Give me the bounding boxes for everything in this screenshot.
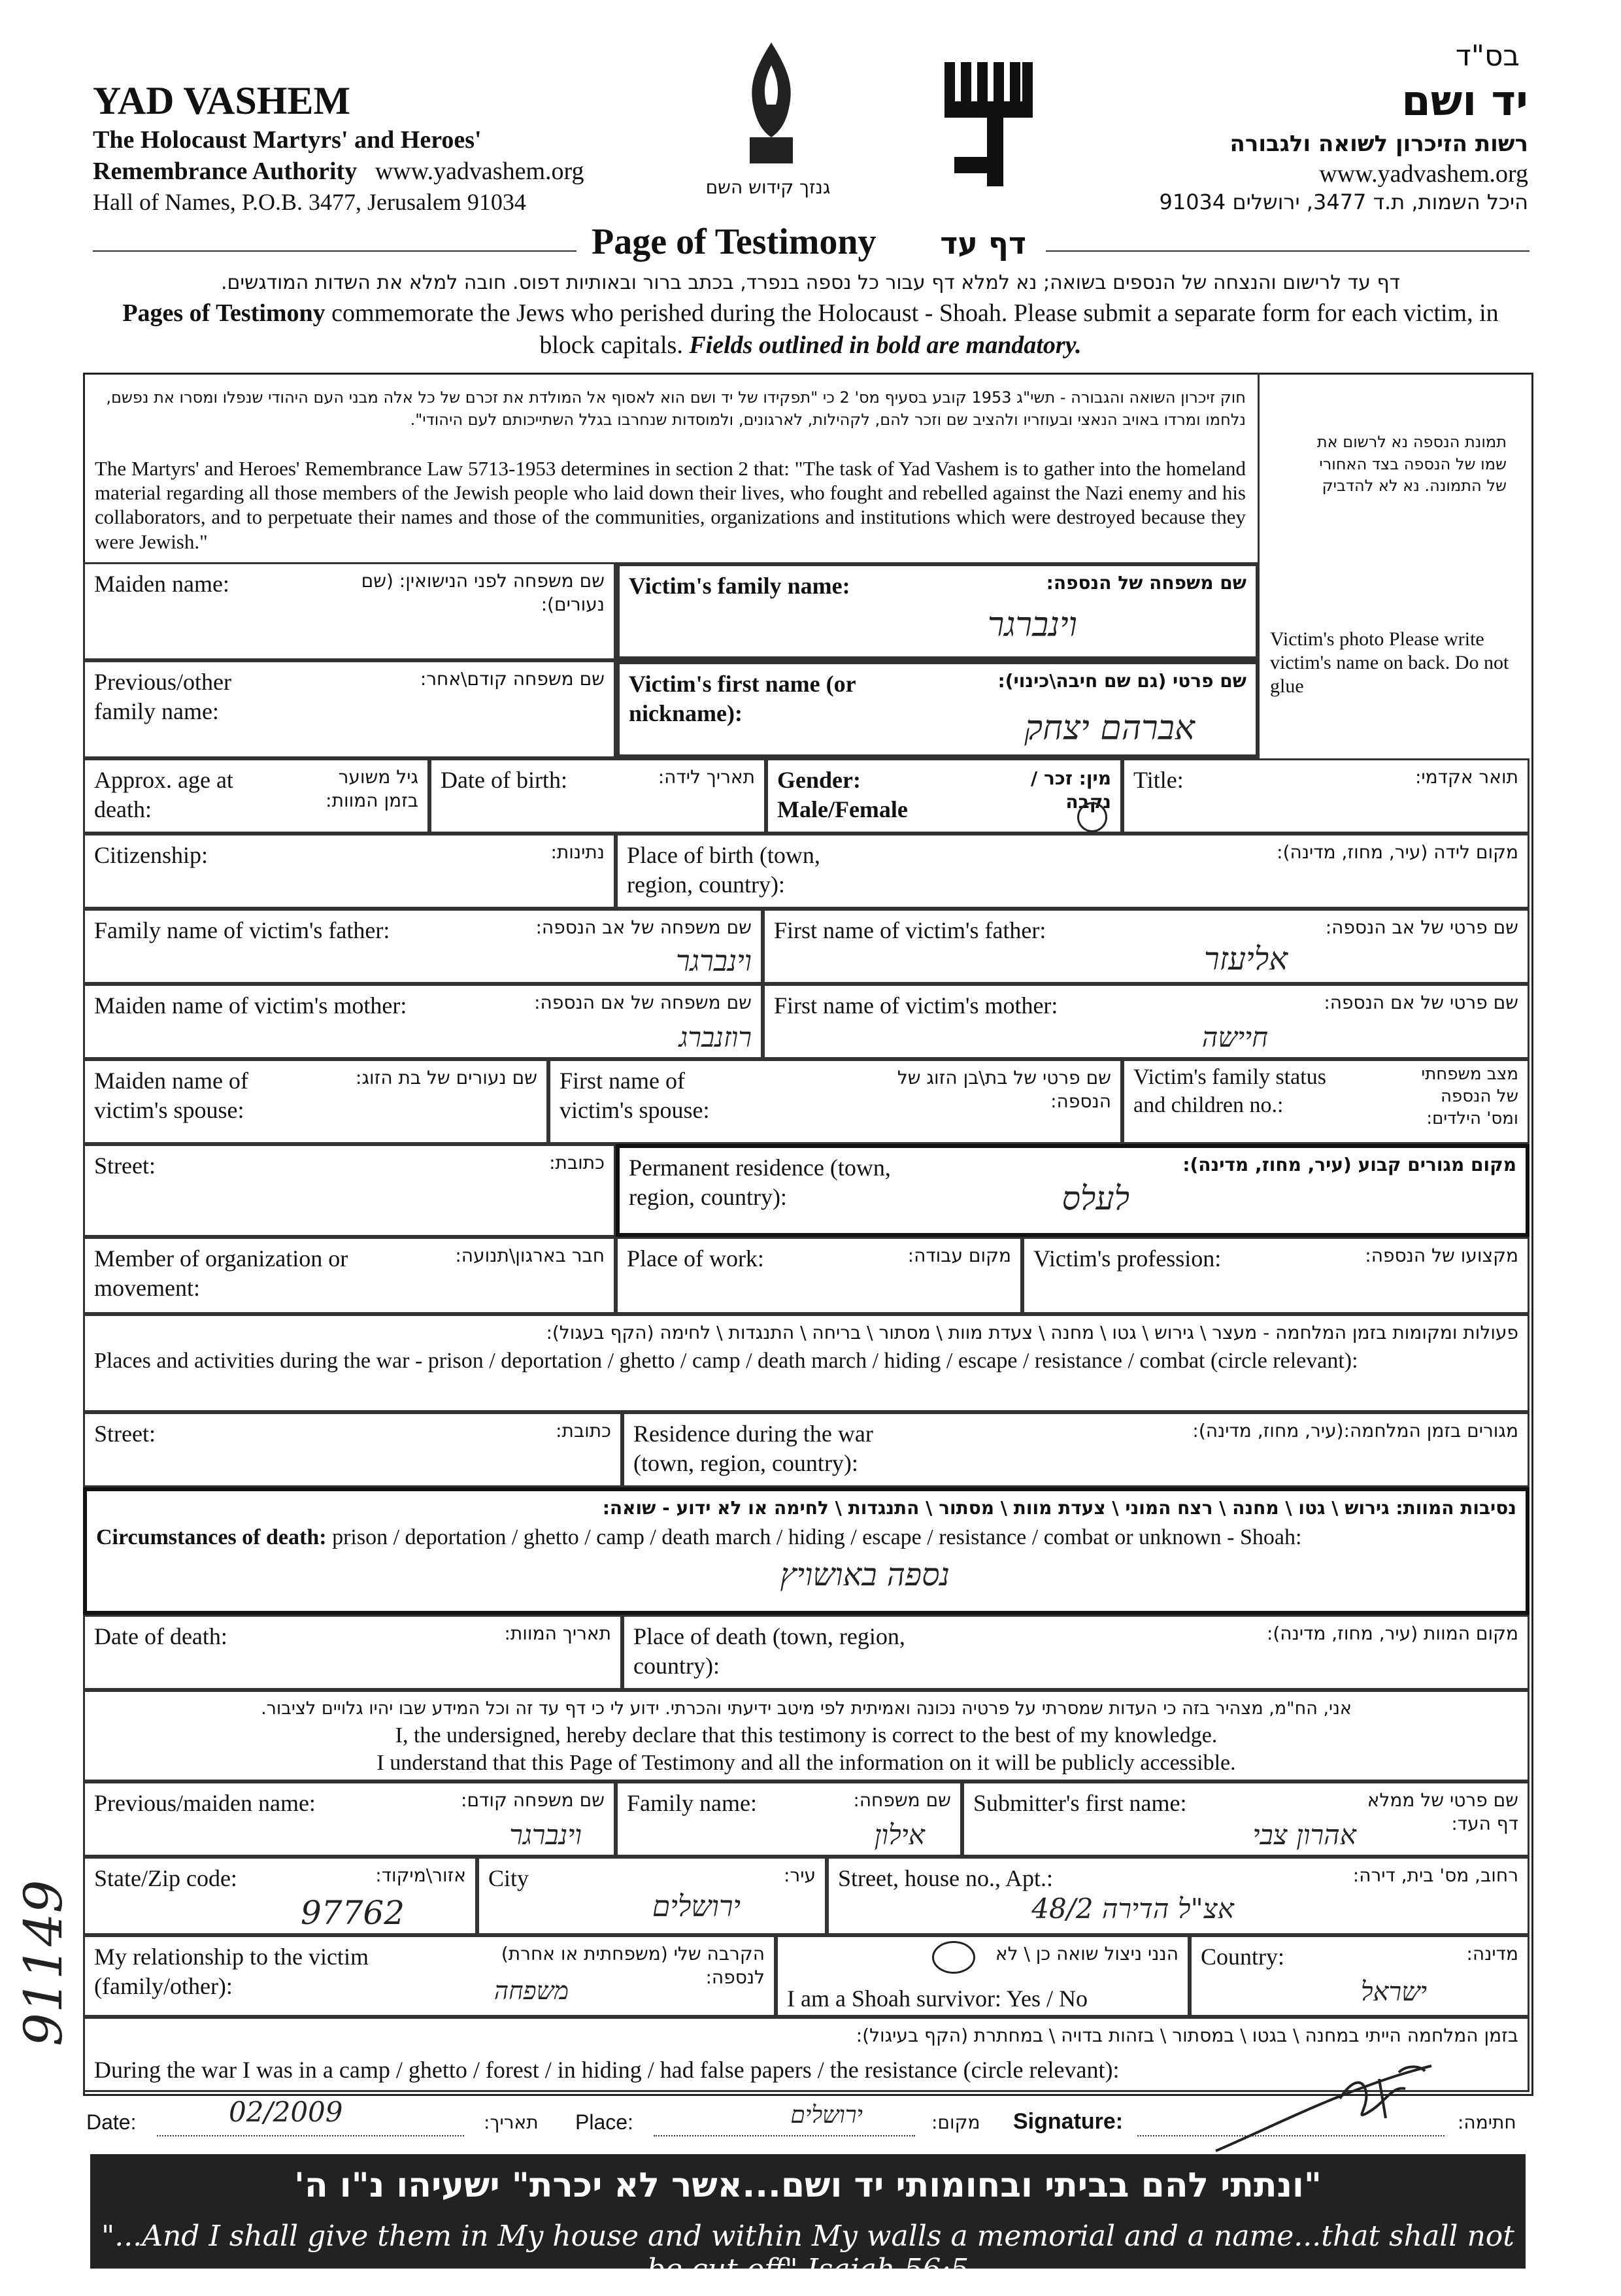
sub-first-value: אהרון צבי	[1252, 1819, 1356, 1851]
family-label-he: שם משפחה של הנספה:	[1046, 572, 1246, 594]
family-value: וינברגר	[987, 605, 1077, 645]
dob-field[interactable]	[429, 758, 766, 834]
perm-value: לעלס	[1061, 1179, 1129, 1217]
law-he: חוק זיכרון השואה והגבורה - תשי"ג 1953 קובע בסעיף מס' 2 כי "תפקידו של יד ושם הוא לאסוף אל המולדת את זכרם של כל אלה מבני העם היהודי שנפלו ומסרו את נפשם, נלחמו ומרדו באויב הנאצי ובעוזריו ולהציב שם וזכר להם, לקהילות, לארגונים, ולמוסדות שנחרבו בגלל השתייכותם לעם היהודי".	[106, 388, 1246, 429]
flame-logo	[735, 39, 807, 170]
war-street-field[interactable]	[83, 1412, 622, 1487]
pob-label: Place of birth (town, region, country):	[627, 842, 820, 898]
declaration-en-2: I understand that this Page of Testimony and all the information on it will be publicly accessible.	[376, 1751, 1236, 1775]
photo-note-en: Victim's photo Please write victim's name on back. Do not glue	[1270, 628, 1509, 697]
war-res-label: Residence during the war (town, region, country):	[633, 1421, 873, 1476]
mother-maiden-label: Maiden name of victim's mother:	[94, 992, 407, 1019]
father-family-field[interactable]	[83, 909, 763, 984]
margin-number: 91149	[13, 1880, 74, 2046]
date-label-he: תאריך:	[484, 2112, 539, 2133]
mother-maiden-label-he: שם משפחה של אם הנספה:	[534, 992, 752, 1013]
spouse-first-label-he: שם פרטי של בת\בן הזוג של הנספה:	[897, 1067, 1111, 1113]
street-address-label: Street, house no., Apt.:	[838, 1865, 1053, 1891]
sub-first-label-he: שם פרטי של ממלא דף העד:	[1367, 1789, 1518, 1835]
date-label: Date:	[86, 2110, 137, 2134]
sub-prev-label: Previous/maiden name:	[94, 1790, 316, 1816]
circumstances-field[interactable]	[83, 1487, 1529, 1615]
place-label: Place:	[575, 2110, 633, 2134]
member-label: Member of organization or movement:	[94, 1245, 348, 1301]
maiden-label-he: שם משפחה לפני הנישואין: (שם נעורים):	[361, 570, 605, 616]
place-of-death-field[interactable]	[622, 1615, 1529, 1690]
banner-he: "ונתתי להם בביתי ובחומותי יד ושם...אשר לא יכרת" ישעיהו נ"ו ה'	[294, 2166, 1322, 2205]
first-value: אברהם יצחק	[1024, 709, 1195, 748]
submitter-family-name-field[interactable]	[616, 1781, 962, 1857]
rel-label: My relationship to the victim (family/other):	[94, 1944, 369, 1999]
place-of-work-field[interactable]	[616, 1237, 1022, 1314]
street2-label: Street:	[94, 1421, 156, 1447]
intro-en-bold: Pages of Testimony	[122, 299, 326, 327]
signature-scribble	[1209, 2059, 1484, 2157]
street-label-he: כתובת:	[549, 1152, 605, 1173]
rel-value: משפחה	[493, 1976, 569, 2005]
maiden-name-field[interactable]	[83, 562, 616, 660]
age-label: Approx. age at death:	[94, 767, 233, 822]
first-label-he: שם פרטי (גם שם חיבה\כינוי):	[997, 670, 1246, 692]
dod-label-he: תאריך המוות:	[504, 1623, 611, 1644]
declaration-he: אני, הח"מ, מצהיר בזה כי העדות שמסרתי על פרטיה נכונה ואמיתית לפי מיטב ידיעתי והכרתי. ידוע לי כי דף עד זה וכל המידע שבו יהיו גלויים לציבור.	[261, 1698, 1352, 1719]
status-label: Victim's family status and children no.:	[1133, 1065, 1326, 1117]
pod-label-he: מקום המוות (עיר, מחוז, מדינה):	[1266, 1623, 1518, 1644]
spouse-maiden-label-he: שם נעורים של בת הזוג:	[356, 1067, 537, 1089]
previous-family-name-field[interactable]	[83, 660, 616, 758]
profession-field[interactable]	[1022, 1237, 1529, 1314]
country-label-he: מדינה:	[1466, 1943, 1518, 1965]
spouse-maiden-field[interactable]	[83, 1059, 548, 1144]
title-label-he: תואר אקדמי:	[1414, 766, 1518, 788]
gender-circle-mark	[1077, 802, 1107, 832]
prev-label: Previous/other family name:	[94, 669, 231, 724]
permanent-residence-field[interactable]	[616, 1144, 1529, 1237]
spouse-first-field[interactable]	[548, 1059, 1122, 1144]
zip-label-he: אזור\מיקוד:	[375, 1865, 466, 1886]
org-name-he: יד ושם	[1401, 77, 1528, 126]
prev-label-he: שם משפחה קודם\אחר:	[420, 668, 605, 690]
survivor-label: I am a Shoah survivor: Yes / No	[787, 1985, 1088, 2012]
address-en: Hall of Names, P.O.B. 3477, Jerusalem 91034	[93, 189, 526, 215]
date-value: 02/2009	[229, 2096, 343, 2128]
father-first-label-he: שם פרטי של אב הנספה:	[1325, 917, 1518, 938]
father-fam-value: וינברגר	[675, 945, 752, 978]
survivor-field[interactable]	[776, 1935, 1190, 2017]
intro-en	[93, 297, 1528, 362]
place-value: ירושלים	[790, 2102, 863, 2129]
war-res-label-he: מגורים בזמן המלחמה:(עיר, מחוז, מדינה):	[1192, 1420, 1518, 1442]
age-label-he: גיל משוער בזמן המוות:	[326, 766, 418, 812]
logo-caption: גנזך קידוש השם	[705, 177, 831, 198]
mother-first-label: First name of victim's mother:	[774, 992, 1058, 1019]
war-status-label: During the war I was in a camp / ghetto / forest / in hiding / had false papers / the resistance (circle relevant):	[94, 2057, 1120, 2083]
sub-first-label: Submitter's first name:	[973, 1790, 1187, 1816]
declaration-box	[83, 1690, 1529, 1781]
circ-label-bold: Circumstances of death:	[96, 1525, 327, 1549]
title-label: Title:	[1133, 767, 1184, 793]
status-label-he: מצב משפחתי של הנספה ומס' הילדים:	[1421, 1064, 1518, 1128]
signature-label: Signature:	[1013, 2109, 1124, 2134]
spouse-maiden-label: Maiden name of victim's spouse:	[94, 1068, 248, 1123]
submitter-prev-name-field[interactable]	[83, 1781, 616, 1857]
mother-first-value: חיישה	[1201, 1021, 1268, 1053]
dob-label: Date of birth:	[441, 767, 567, 793]
father-first-field[interactable]	[763, 909, 1529, 984]
country-value: ישראל	[1360, 1977, 1427, 2007]
citizenship-field[interactable]	[83, 834, 616, 909]
circ-label-he: נסיבות המוות: גירוש \ גטו \ מחנה \ רצח המוני \ צעדת מוות \ מסתור \ התנגדות \ לחימה או לא ידוע - שואה:	[602, 1497, 1516, 1519]
sub-family-label-he: שם משפחה:	[853, 1789, 951, 1811]
war-places-field[interactable]	[83, 1314, 1529, 1412]
flame-logo-icon	[735, 39, 807, 170]
sub-family-value: אילון	[874, 1819, 925, 1851]
dod-label: Date of death:	[94, 1623, 227, 1649]
menorah-logo-icon	[941, 59, 1036, 196]
website-en: www.yadvashem.org	[375, 158, 584, 185]
gender-label-he: מין: זכר / נקבה	[1031, 768, 1111, 813]
declaration-en-1: I, the undersigned, hereby declare that this testimony is correct to the best of my knowledge.	[395, 1723, 1218, 1747]
sub-prev-value: וינברגר	[509, 1819, 582, 1851]
zip-field[interactable]	[83, 1857, 477, 1935]
citizen-label-he: נתינות:	[550, 841, 605, 863]
city-label-he: עיר:	[783, 1865, 816, 1886]
page-title-he: דף עד	[940, 226, 1026, 261]
war-residence-field[interactable]	[622, 1412, 1529, 1487]
victim-family-name-field[interactable]	[616, 562, 1260, 660]
father-fam-label-he: שם משפחה של אב הנספה:	[535, 917, 752, 938]
street2-label-he: כתובת:	[556, 1420, 611, 1442]
perm-label: Permanent residence (town, region, country):	[629, 1155, 891, 1210]
circ-label-rest: prison / deportation / ghetto / camp / death march / hiding / escape / resistance / combat or unknown - Shoah:	[332, 1525, 1302, 1549]
father-fam-label: Family name of victim's father:	[94, 917, 390, 943]
mother-maiden-value: רוזנברג	[678, 1021, 752, 1053]
intro-en-rest: commemorate the Jews who perished during the Holocaust - Shoah. Please submit a separate form for each victim, in block capitals.	[331, 299, 1499, 360]
zip-label: State/Zip code:	[94, 1865, 237, 1891]
submitter-first-name-field[interactable]	[962, 1781, 1529, 1857]
org-name-en: YAD VASHEM	[93, 79, 351, 122]
age-field[interactable]	[83, 758, 429, 834]
member-label-he: חבר בארגון\תנועה:	[455, 1245, 605, 1266]
quote-banner	[90, 2154, 1526, 2286]
mother-maiden-field[interactable]	[83, 984, 763, 1059]
rel-label-he: הקרבה שלי (משפחתית או אחרת) לנספה:	[501, 1943, 765, 1989]
street-address-field[interactable]	[827, 1857, 1529, 1935]
signature-label-he: חתימה:	[1458, 2112, 1516, 2133]
survivor-circle-mark	[932, 1941, 975, 1974]
page-title: Page of Testimony	[592, 222, 877, 262]
maiden-label: Maiden name:	[94, 571, 229, 597]
sub-family-label: Family name:	[627, 1790, 757, 1816]
place-of-birth-field[interactable]	[616, 834, 1529, 909]
father-first-value: אליעזר	[1204, 941, 1288, 977]
menorah-logo	[941, 59, 1036, 196]
gender-label: Gender: Male/Female	[777, 767, 908, 822]
title-field[interactable]	[1122, 758, 1529, 834]
law-en: The Martyrs' and Heroes' Remembrance Law 5713-1953 determines in section 2 that: "The task of Yad Vashem is to gather into the homeland material regarding all those members of the Jewish people who laid down their lives, who fought and rebelled against the Nazi enemy and his collaborators, and to perpetuate their names and those of the communities, organizations and institutions which were destroyed because they were Jewish."	[95, 457, 1246, 553]
pob-label-he: מקום לידה (עיר, מחוז, מדינה):	[1277, 841, 1518, 863]
street-address-label-he: רחוב, מס' בית, דירה:	[1352, 1865, 1518, 1886]
street-label: Street:	[94, 1153, 156, 1179]
website-he: www.yadvashem.org	[1319, 160, 1528, 188]
country-field[interactable]	[1190, 1935, 1529, 2017]
mother-first-label-he: שם פרטי של אם הנספה:	[1324, 992, 1518, 1013]
survivor-label-he: הנני ניצול שואה כן \ לא	[995, 1943, 1178, 1965]
city-label: City	[488, 1865, 529, 1891]
street-field[interactable]	[83, 1144, 616, 1237]
places-label: Places and activities during the war - prison / deportation / ghetto / camp / death march / hiding / escape / resistance / combat (circle relevant):	[94, 1349, 1358, 1373]
first-label: Victim's first name (or nickname):	[629, 671, 856, 726]
title-rule-left	[93, 250, 577, 252]
zip-value: 97762	[301, 1894, 405, 1932]
place-line[interactable]	[654, 2102, 915, 2136]
victim-first-name-field[interactable]	[616, 660, 1260, 758]
spouse-first-label: First name of victim's spouse:	[560, 1068, 710, 1123]
law-box	[83, 373, 1260, 562]
work-label-he: מקום עבודה:	[907, 1245, 1011, 1266]
date-line[interactable]	[157, 2096, 464, 2136]
pod-label: Place of death (town, region, country):	[633, 1623, 905, 1679]
work-label: Place of work:	[627, 1245, 764, 1272]
sub-prev-label-he: שם משפחה קודם:	[461, 1789, 605, 1811]
street-address-value: אצ"ל הדירה 48/2	[1031, 1893, 1234, 1925]
city-field[interactable]	[477, 1857, 827, 1935]
bsd-mark: בס"ד	[1455, 39, 1520, 73]
family-label: Victim's family name:	[629, 573, 850, 599]
address-he: היכל השמות, ת.ד 3477, ירושלים 91034	[1159, 190, 1528, 214]
gender-field[interactable]	[766, 758, 1122, 834]
title-rule-right	[1046, 250, 1529, 252]
perm-label-he: מקום מגורים קבוע (עיר, מחוז, מדינה):	[1182, 1154, 1516, 1175]
circ-value: נספה באושויץ	[780, 1557, 950, 1593]
mother-first-field[interactable]	[763, 984, 1529, 1059]
prof-label: Victim's profession:	[1033, 1245, 1222, 1272]
war-status-label-he: בזמן המלחמה הייתי במחנה \ בגטו \ במסתור \ בזהות בדויה \ במחתרת (הקף בעיגול):	[856, 2025, 1518, 2046]
citizen-label: Citizenship:	[94, 842, 208, 868]
country-label: Country:	[1201, 1944, 1285, 1970]
family-status-field[interactable]	[1122, 1059, 1529, 1144]
places-label-he: פעולות ומקומות בזמן המלחמה - מעצר \ גירוש \ גטו \ מחנה \ צעדת מוות \ מסתור \ בריחה \ התנגדות \ לחימה (הקף בעגול):	[546, 1322, 1518, 1343]
prof-label-he: מקצועו של הנספה:	[1365, 1245, 1518, 1266]
city-value: ירושלים	[652, 1890, 741, 1923]
relationship-field[interactable]	[83, 1935, 776, 2017]
org-sub-en-2-row	[93, 157, 584, 186]
org-sub-en-2: Remembrance Authority	[93, 158, 358, 185]
father-first-label: First name of victim's father:	[774, 917, 1046, 943]
intro-he: דף עד לרישום והנצחה של הנספים בשואה; נא למלא דף עבור כל נספה בנפרד, בכתב ברור ובאותיות דפוס. חובה למלא את השדות המודגשים.	[220, 271, 1401, 294]
member-field[interactable]	[83, 1237, 616, 1314]
org-sub-en-1: The Holocaust Martyrs' and Heroes'	[93, 126, 482, 154]
photo-note-he: תמונת הנספה נא לרשום את שמו של הנספה בצד האחורי של התמונה. נא לא להדביק	[1316, 433, 1507, 496]
signature-icon	[1209, 2059, 1484, 2157]
intro-en-italic: Fields outlined in bold are mandatory.	[689, 331, 1082, 360]
date-of-death-field[interactable]	[83, 1615, 622, 1690]
circ-label	[96, 1524, 1301, 1552]
dob-label-he: תאריך לידה:	[658, 766, 755, 788]
place-label-he: מקום:	[931, 2112, 980, 2133]
banner-en: "...And I shall give them in My house and within My walls a memorial and a name...that shall not be cut off" Isaiah 56:5	[101, 2220, 1514, 2286]
org-sub-he: רשות הזיכרון לשואה ולגבורה	[1229, 131, 1528, 157]
